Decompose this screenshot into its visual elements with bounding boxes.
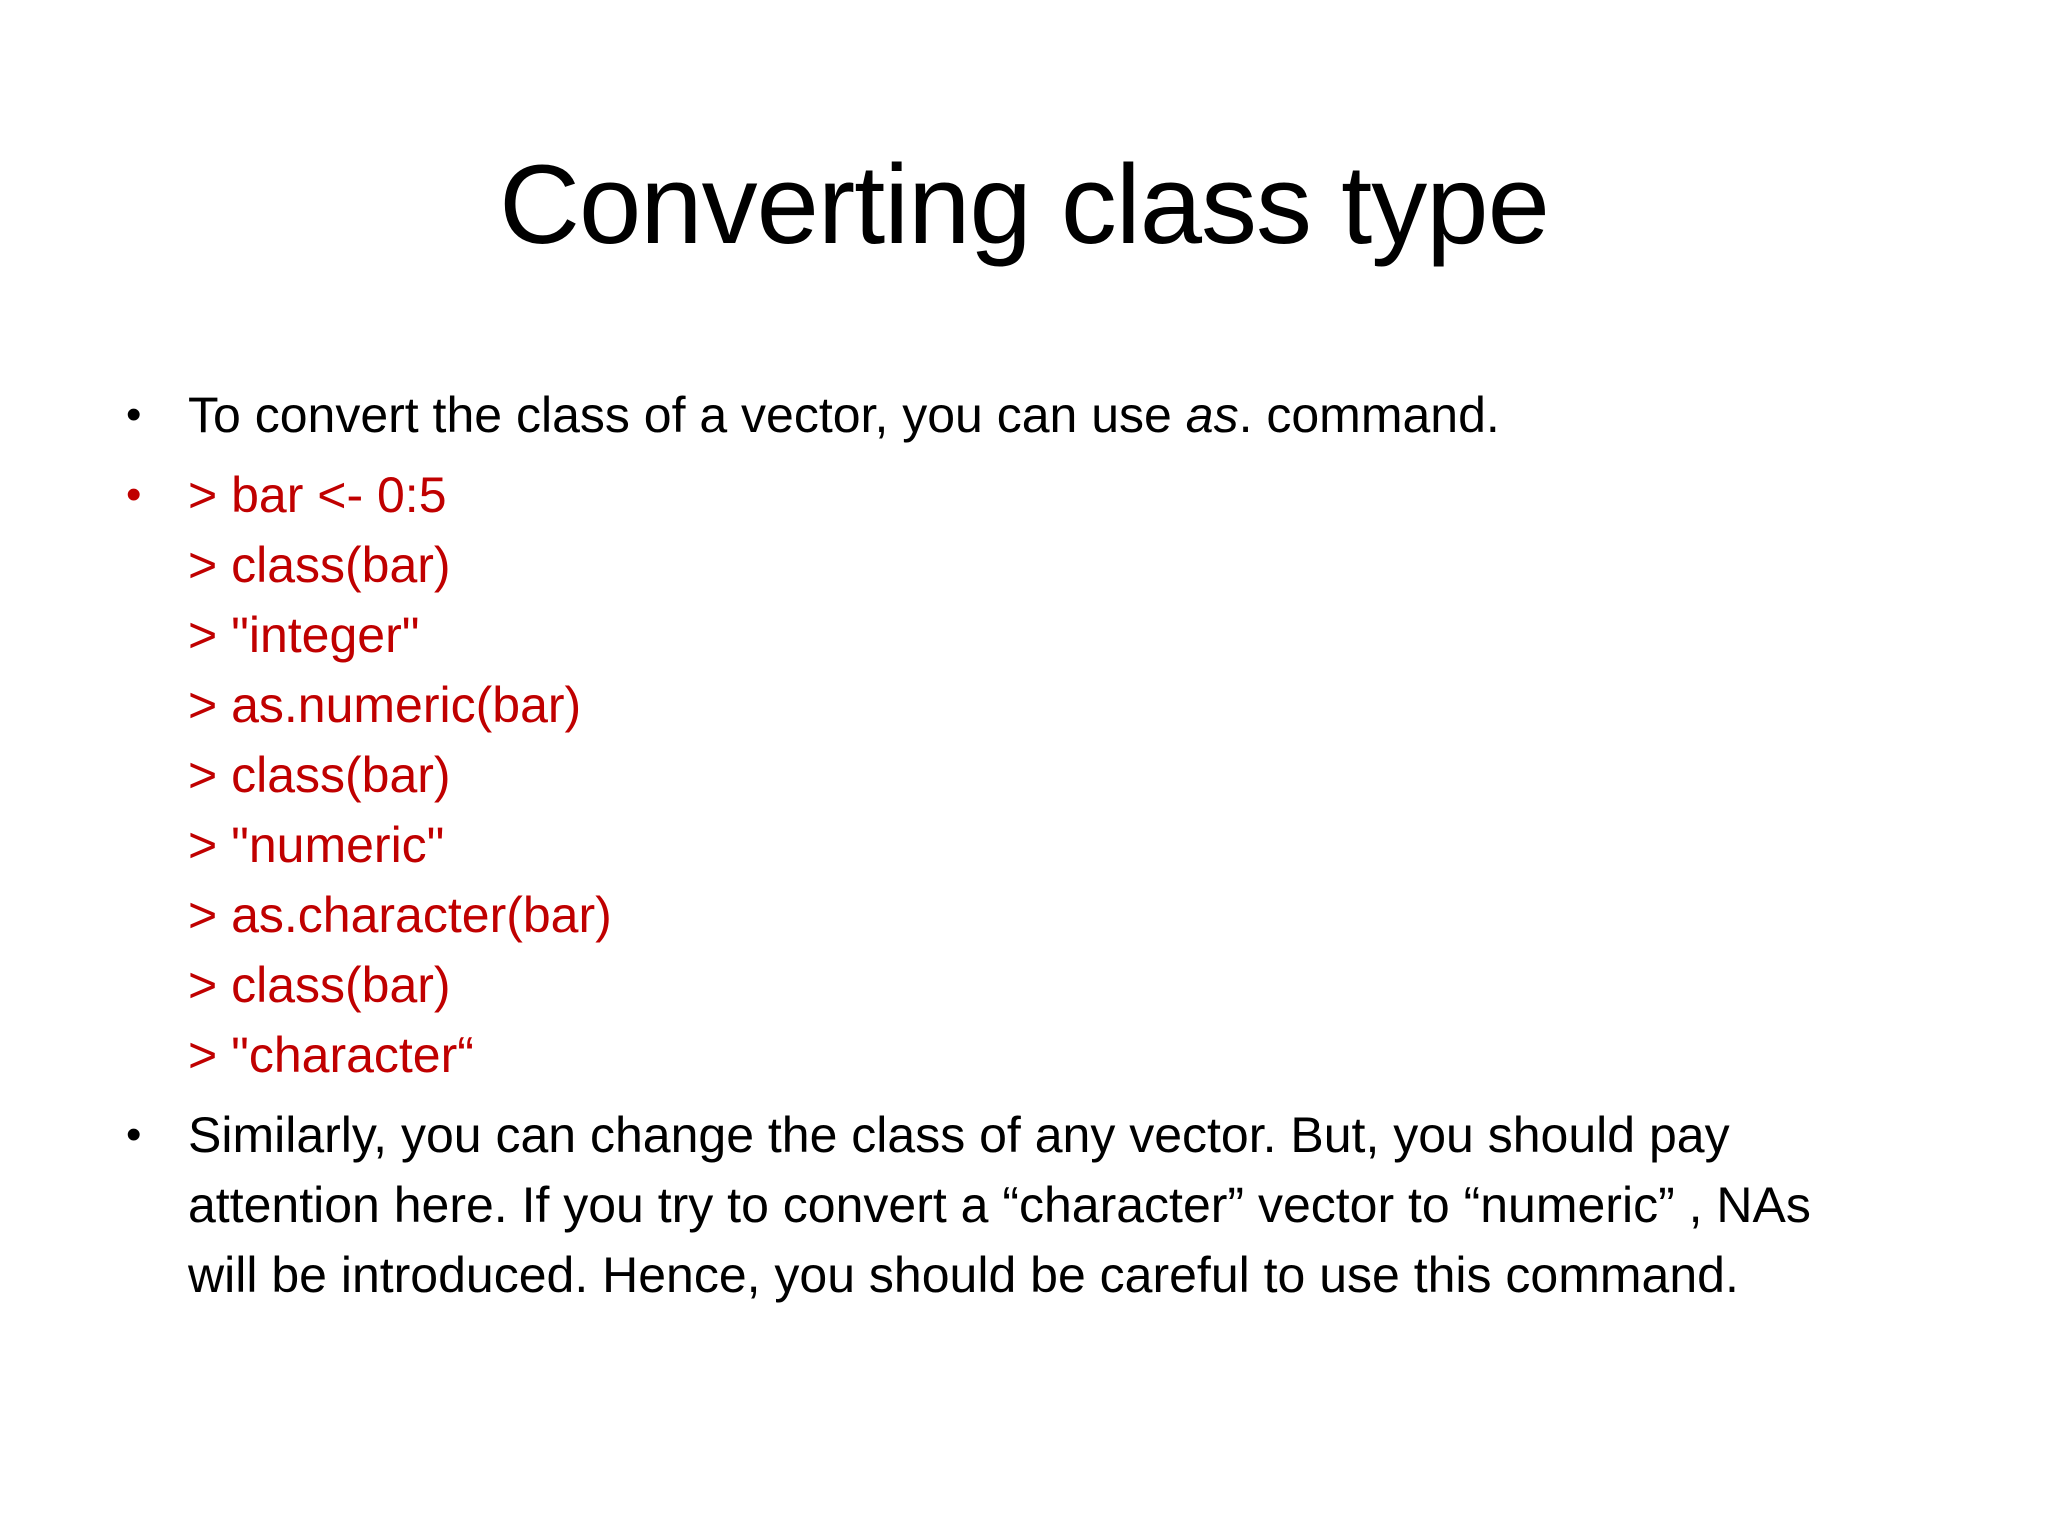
bullet-text-italic: as [1185, 387, 1239, 443]
bullet-item-as-command [126, 380, 1886, 450]
code-line: > "numeric" [188, 817, 445, 873]
code-line: > "integer" [188, 607, 420, 663]
code-line: > as.numeric(bar) [188, 677, 582, 733]
bullet-text-caution: Similarly, you can change the class of any vector. But, you should pay attention here. If you try to convert a “character” vector to “numeric” , NAs will be introduced. Hence, you should be careful to use this command. [188, 1107, 1811, 1303]
code-line: > class(bar) [188, 957, 451, 1013]
bullet-text-before: To convert the class of a vector, you can use [188, 387, 1186, 443]
slide-title: Converting class type [499, 142, 1549, 267]
bullet-dot-icon: • [126, 390, 142, 439]
bullet-dot-icon: • [126, 470, 142, 519]
code-line: > class(bar) [188, 537, 451, 593]
bullet-text-after: . command. [1238, 387, 1500, 443]
code-line: > "character“ [188, 1027, 474, 1083]
bullet-dot-icon: • [126, 1110, 142, 1159]
bullet-list [126, 380, 1886, 1320]
code-line: > as.character(bar) [188, 887, 612, 943]
bullet-item-caution [126, 1100, 1886, 1310]
bullet-item-code-example [126, 460, 1886, 1090]
code-line: > class(bar) [188, 747, 451, 803]
code-line: > bar <- 0:5 [188, 467, 447, 523]
